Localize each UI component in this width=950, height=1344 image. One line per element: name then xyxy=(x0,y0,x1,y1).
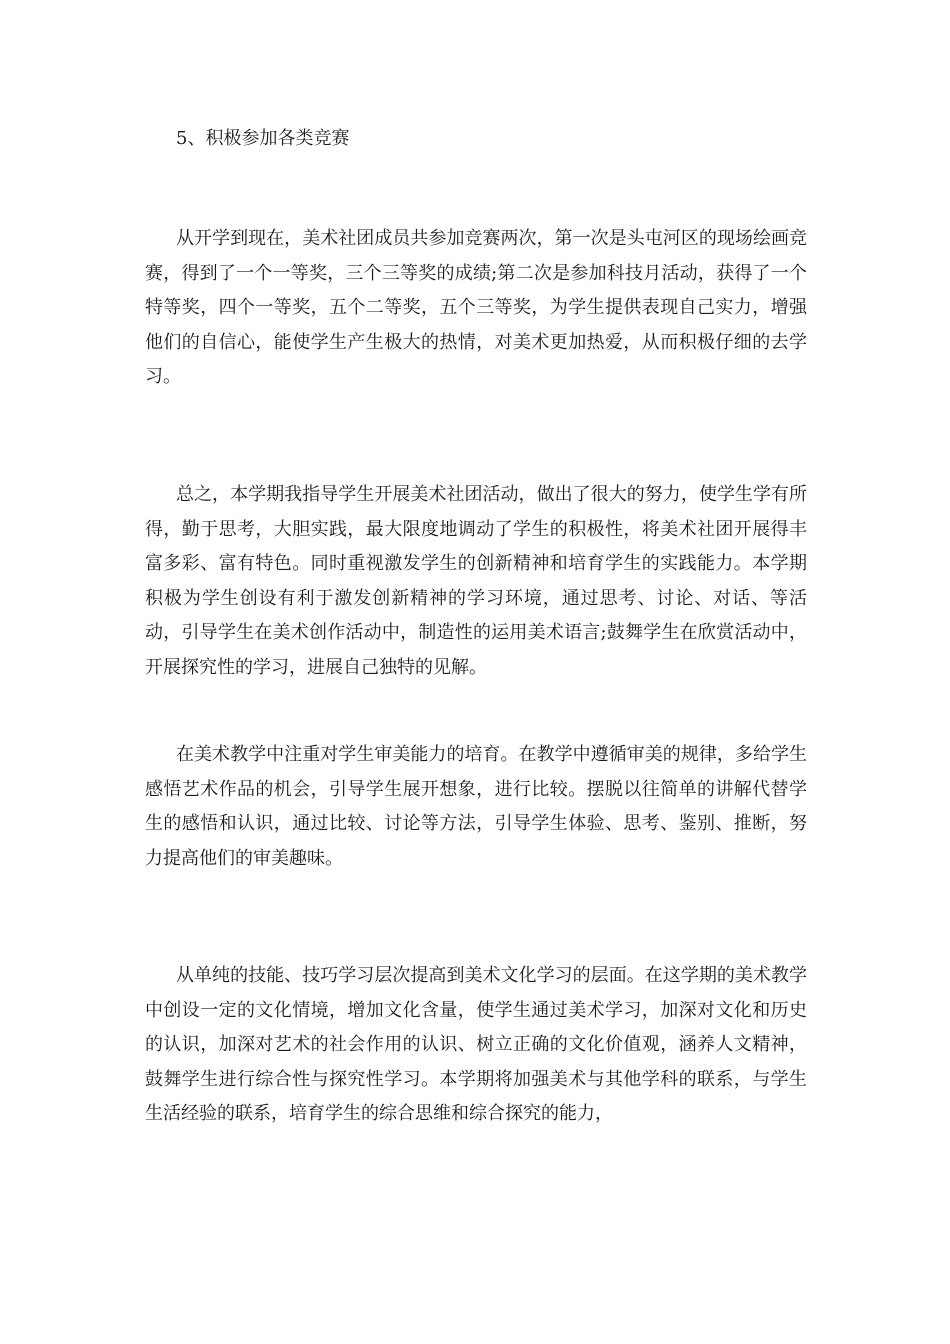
paragraph-competitions: 从开学到现在，美术社团成员共参加竞赛两次，第一次是头屯河区的现场绘画竞赛，得到了一个一等奖，三个三等奖的成绩;第二次是参加科技月活动，获得了一个特等奖，四个一等奖，五个二等奖，五个三等奖，为学生提供表现自己实力，增强他们的自信心，能使学生产生极大的热情，对美术更加热爱，从而积极仔细的去学习。 xyxy=(145,228,807,387)
paragraph-art-culture: 从单纯的技能、技巧学习层次提高到美术文化学习的层面。在这学期的美术教学中创设一定的文化情境，增加文化含量，使学生通过美术学习，加深对文化和历史的认识，加深对艺术的社会作用的认识、树立正确的文化价值观，涵养人文精神，鼓舞学生进行综合性与探究性学习。本学期将加强美术与其他学科的联系，与学生生活经验的联系，培育学生的综合思维和综合探究的能力， xyxy=(145,965,807,1124)
section-heading: 5、积极参加各类竞赛 xyxy=(176,128,350,149)
paragraph-summary: 总之，本学期我指导学生开展美术社团活动，做出了很大的努力，使学生学有所得，勤于思考，大胆实践，最大限度地调动了学生的积极性，将美术社团开展得丰富多彩、富有特色。同时重视激发学生的创新精神和培育学生的实践能力。本学期积极为学生创设有利于激发创新精神的学习环境，通过思考、讨论、对话、等活动，引导学生在美术创作活动中，制造性的运用美术语言;鼓舞学生在欣赏活动中，开展探究性的学习，进展自己独特的见解。 xyxy=(145,484,807,678)
paragraph-aesthetic-ability: 在美术教学中注重对学生审美能力的培育。在教学中遵循审美的规律，多给学生感悟艺术作品的机会，引导学生展开想象，进行比较。摆脱以往简单的讲解代替学生的感悟和认识，通过比较、讨论等方法，引导学生体验、思考、鉴别、推断，努力提高他们的审美趣味。 xyxy=(145,744,807,869)
